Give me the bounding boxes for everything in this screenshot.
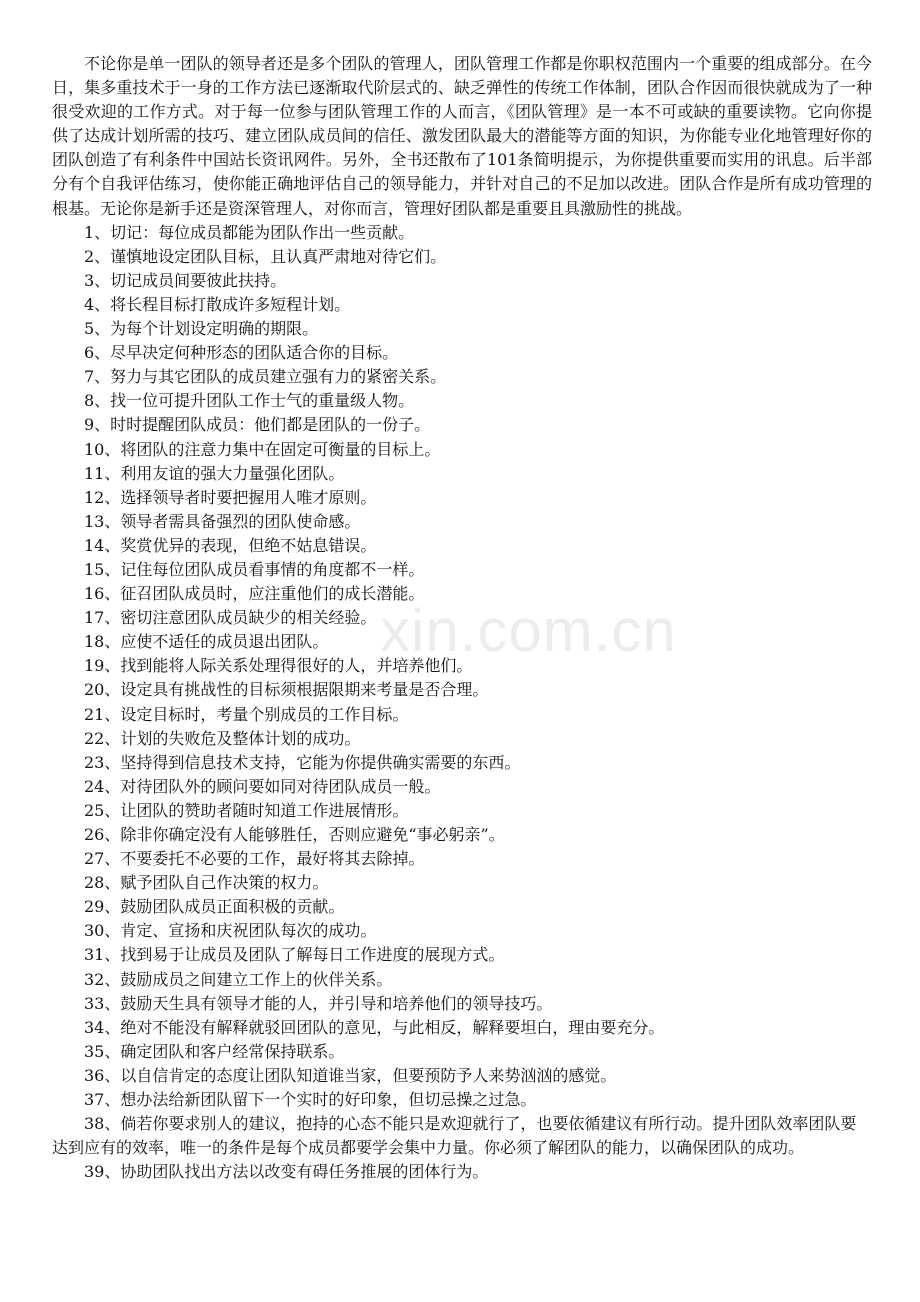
list-item: 1、切记：每位成员都能为团队作出一些贡献。 <box>84 222 415 242</box>
list-item: 27、不要委托不必要的工作，最好将其去除掉。 <box>84 849 425 869</box>
list-item: 36、以自信肯定的态度让团队知道谁当家，但要预防予人来势汹汹的感觉。 <box>84 1065 617 1085</box>
list-item: 30、肯定、宣扬和庆祝团队每次的成功。 <box>84 921 377 941</box>
list-item: 12、选择领导者时要把握用人唯才原则。 <box>84 487 377 507</box>
list-item: 24、对待团队外的顾问要如同对待团队成员一般。 <box>84 776 441 796</box>
list-item: 11、利用友谊的强大力量强化团队。 <box>84 463 345 483</box>
list-item: 17、密切注意团队成员缺少的相关经验。 <box>84 608 377 628</box>
list-item: 14、奖赏优异的表现，但绝不姑息错误。 <box>84 535 377 555</box>
list-item: 3、切记成员间要彼此扶持。 <box>84 270 287 290</box>
list-item: 18、应使不适任的成员退出团队。 <box>84 632 329 652</box>
list-item: 13、领导者需具备强烈的团队使命感。 <box>84 511 361 531</box>
list-item: 37、想办法给新团队留下一个实时的好印象，但切忌操之过急。 <box>84 1090 537 1110</box>
list-item: 22、计划的失败危及整体计划的成功。 <box>84 728 361 748</box>
list-item: 26、除非你确定没有人能够胜任，否则应避免“事必躬亲”。 <box>84 825 505 844</box>
list-item: 23、坚持得到信息技术支持，它能为你提供确实需要的东西。 <box>84 752 521 772</box>
list-item: 35、确定团队和客户经常保持联系。 <box>84 1041 345 1061</box>
list-item: 4、将长程目标打散成许多短程计划。 <box>84 294 351 314</box>
list-item: 34、绝对不能没有解释就驳回团队的意见，与此相反，解释要坦白，理由要充分。 <box>84 1017 665 1037</box>
list-item: 29、鼓励团队成员正面积极的贡献。 <box>84 897 345 917</box>
list-item: 20、设定具有挑战性的目标须根据限期来考量是否合理。 <box>84 680 489 700</box>
list-item: 25、让团队的赞助者随时知道工作进展情形。 <box>84 800 409 820</box>
list-item: 15、记住每位团队成员看事情的角度都不一样。 <box>84 559 425 579</box>
list-item: 8、找一位可提升团队工作士气的重量级人物。 <box>84 391 415 411</box>
list-item: 6、尽早决定何种形态的团队适合你的目标。 <box>84 343 399 363</box>
list-item: 21、设定目标时，考量个别成员的工作目标。 <box>84 704 409 724</box>
list-item: 32、鼓励成员之间建立工作上的伙伴关系。 <box>84 969 393 989</box>
list-item: 16、征召团队成员时，应注重他们的成长潜能。 <box>84 584 425 604</box>
list-item: 19、找到能将人际关系处理得很好的人，并培养他们。 <box>84 656 473 676</box>
list-item: 7、努力与其它团队的成员建立强有力的紧密关系。 <box>84 367 447 387</box>
document-page <box>52 52 872 1184</box>
list-item: 38、倘若你要求别人的建议，抱持的心态不能只是欢迎就行了，也要依循建议有所行动。提升团队效率团队要达到应有的效率，唯一的条件是每个成员都要学会集中力量。你必须了解团队的能力，以确保团队的成功。 <box>52 1114 857 1158</box>
intro-paragraph: 不论你是单一团队的领导者还是多个团队的管理人，团队管理工作都是你职权范围内一个重要的组成部分。在今日，集多重技术于一身的工作方法已逐渐取代阶层式的、缺乏弹性的传统工作体制，团队合作因而很快就成为了一种很受欢迎的工作方式。对于每一位参与团队管理工作的人而言，《团队管理》是一本不可或缺的重要读物。它向你提供了达成计划所需的技巧、建立团队成员间的信任、激发团队最大的潜能等方面的知识，为你能专业化地管理好你的团队创造了有利条件中国站长资讯网件。另外，全书还散布了101条简明提示，为你提供重要而实用的讯息。后半部分有个自我评估练习，使你能正确地评估自己的领导能力，并针对自己的不足加以改进。团队合作是所有成功管理的根基。无论你是新手还是资深管理人，对你而言，管理好团队都是重要且具激励性的挑战。 <box>52 54 872 218</box>
list-item: 5、为每个计划设定明确的期限。 <box>84 319 319 339</box>
list-item: 9、时时提醒团队成员：他们都是团队的一份子。 <box>84 415 431 435</box>
list-item: 39、协助团队找出方法以改变有碍任务推展的团体行为。 <box>84 1162 489 1182</box>
list-item: 10、将团队的注意力集中在固定可衡量的目标上。 <box>84 439 441 459</box>
tips-list <box>52 221 872 1185</box>
watermark-text: xin.com.cn <box>380 597 677 664</box>
list-item: 33、鼓励天生具有领导才能的人，并引导和培养他们的领导技巧。 <box>84 993 553 1013</box>
list-item: 2、谨慎地设定团队目标，且认真严肃地对待它们。 <box>84 246 447 266</box>
list-item: 28、赋予团队自己作决策的权力。 <box>84 873 329 893</box>
list-item: 31、找到易于让成员及团队了解每日工作进度的展现方式。 <box>84 945 505 965</box>
